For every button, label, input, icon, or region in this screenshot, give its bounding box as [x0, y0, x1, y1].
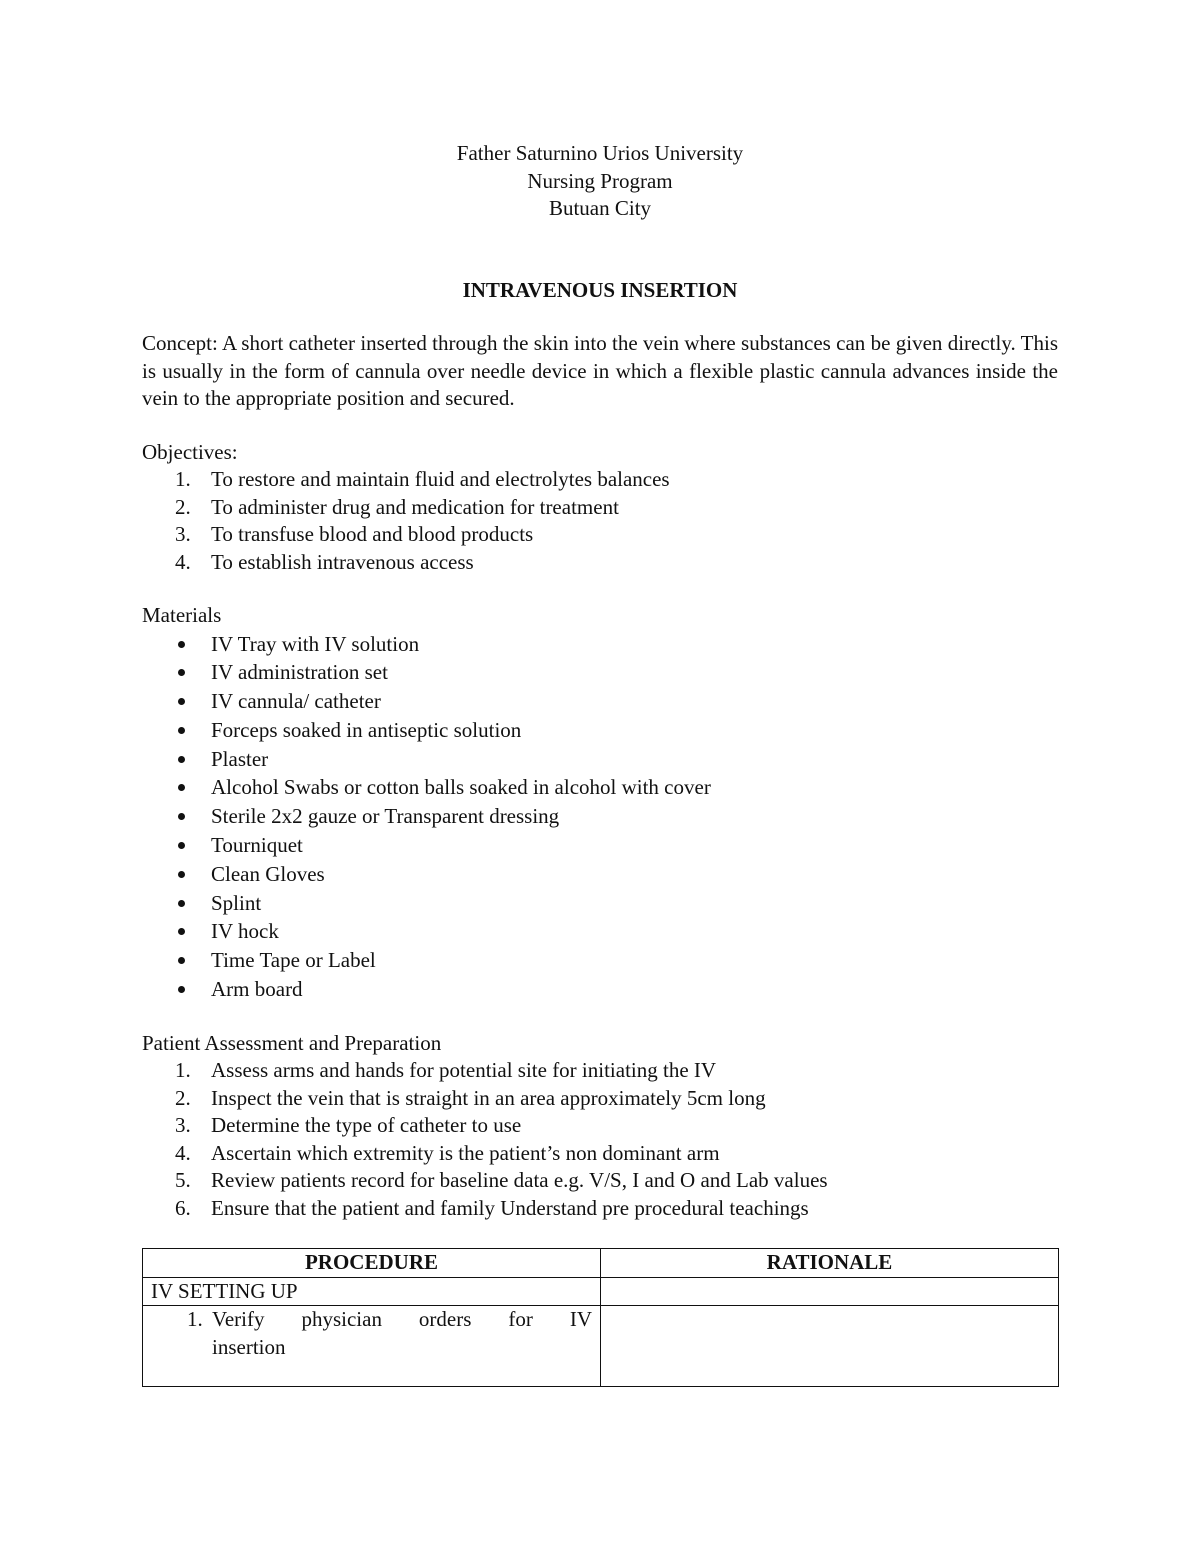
bullet-icon — [178, 957, 185, 964]
bullet-icon — [178, 986, 185, 993]
list-item — [142, 745, 1058, 774]
item-text: Alcohol Swabs or cotton balls soaked in alcohol with cover — [211, 775, 711, 800]
item-text: To transfuse blood and blood products — [211, 522, 534, 546]
item-text: Determine the type of catheter to use — [211, 1113, 522, 1138]
program-name: Nursing Program — [527, 168, 673, 193]
procedure-column-header: PROCEDURE — [143, 1249, 601, 1278]
document-page — [142, 140, 1058, 1387]
item-text: Sterile 2x2 gauze or Transparent dressing — [211, 804, 560, 829]
section-rationale-cell — [601, 1277, 1059, 1306]
list-item — [142, 889, 1058, 918]
item-text: IV hock — [211, 919, 279, 944]
item-number: 2. — [175, 1085, 191, 1110]
item-text: Ascertain which extremity is the patient’s non dominant arm — [211, 1140, 720, 1165]
item-text: To administer drug and medication for treatment — [211, 494, 619, 519]
step-text-line-2: insertion — [212, 1334, 286, 1359]
item-number: 1. — [175, 1058, 191, 1083]
objectives-heading: Objectives: — [142, 439, 238, 464]
materials-list — [142, 630, 1058, 1004]
bullet-icon — [178, 842, 185, 849]
list-item — [142, 658, 1058, 687]
bullet-icon — [178, 871, 185, 878]
list-item — [142, 1112, 1058, 1140]
list-item — [142, 831, 1058, 860]
step-rationale-cell — [601, 1306, 1059, 1387]
bullet-icon — [178, 756, 185, 763]
item-number: 4. — [175, 1140, 191, 1165]
item-number: 3. — [175, 522, 191, 546]
table-row — [143, 1306, 1059, 1387]
item-number: 3. — [175, 1113, 191, 1138]
item-number: 2. — [175, 494, 191, 519]
item-text: IV administration set — [211, 660, 388, 685]
item-text: Inspect the vein that is straight in an area approximately 5cm long — [211, 1085, 766, 1110]
list-item — [142, 687, 1058, 716]
assessment-list — [142, 1057, 1058, 1222]
list-item — [142, 975, 1058, 1004]
materials-heading: Materials — [142, 603, 222, 627]
list-item — [142, 860, 1058, 889]
item-number: 1. — [175, 467, 191, 491]
table-header-row — [143, 1249, 1059, 1278]
item-number: 4. — [175, 549, 191, 574]
list-item — [142, 549, 1058, 577]
item-text: Forceps soaked in antiseptic solution — [211, 717, 522, 742]
section-cell: IV SETTING UP — [143, 1277, 601, 1306]
item-text: IV Tray with IV solution — [211, 631, 420, 656]
list-item — [142, 802, 1058, 831]
table-row — [143, 1277, 1059, 1306]
item-text: To establish intravenous access — [211, 549, 474, 574]
bullet-icon — [178, 900, 185, 907]
objectives-list — [142, 466, 1058, 576]
rationale-column-header: RATIONALE — [601, 1249, 1059, 1278]
item-text: IV cannula/ catheter — [211, 689, 381, 714]
list-item — [142, 466, 1058, 494]
step-number: 1. — [187, 1307, 203, 1332]
list-item — [142, 1167, 1058, 1195]
item-number: 5. — [175, 1168, 191, 1193]
bullet-icon — [178, 928, 185, 935]
bullet-icon — [178, 641, 185, 648]
materials-section — [142, 602, 1058, 1004]
item-text: Clean Gloves — [211, 861, 325, 886]
list-item — [142, 1057, 1058, 1085]
list-item — [142, 1195, 1058, 1223]
bullet-icon — [178, 813, 185, 820]
procedure-table — [142, 1248, 1059, 1387]
list-item — [142, 716, 1058, 745]
objectives-section — [142, 439, 1058, 577]
list-item — [142, 917, 1058, 946]
document-title: INTRAVENOUS INSERTION — [462, 277, 738, 302]
document-header — [142, 140, 1058, 223]
step-text-line-1: Verify physician orders for IV — [212, 1307, 592, 1332]
item-text: Review patients record for baseline data e.g. V/S, I and O and Lab values — [211, 1168, 828, 1193]
concept-paragraph: Concept: A short catheter inserted through the skin into the vein where substances can be given directly. This is usually in the form of cannula over needle device in which a flexible plastic cannula advances inside the vein to the appropriate position and secured. — [142, 331, 1058, 410]
list-item — [142, 521, 1058, 549]
item-text: Arm board — [211, 977, 303, 1002]
list-item — [142, 946, 1058, 975]
bullet-icon — [178, 784, 185, 791]
list-item — [142, 1085, 1058, 1113]
university-name: Father Saturnino Urios University — [456, 141, 744, 165]
item-number: 6. — [175, 1195, 191, 1220]
list-item — [142, 630, 1058, 659]
assessment-heading: Patient Assessment and Preparation — [142, 1030, 442, 1055]
item-text: Ensure that the patient and family Understand pre procedural teachings — [211, 1195, 809, 1220]
item-text: Assess arms and hands for potential site for initiating the IV — [211, 1058, 717, 1083]
item-text: Splint — [211, 890, 262, 915]
city-name: Butuan City — [548, 196, 652, 220]
list-item — [142, 773, 1058, 802]
assessment-section — [142, 1030, 1058, 1223]
list-item — [142, 1140, 1058, 1168]
bullet-icon — [178, 669, 185, 676]
procedure-step-cell — [143, 1306, 601, 1387]
item-text: Time Tape or Label — [211, 948, 376, 973]
bullet-icon — [178, 698, 185, 705]
list-item — [142, 494, 1058, 522]
item-text: Tourniquet — [211, 833, 303, 858]
item-text: Plaster — [211, 746, 269, 771]
item-text: To restore and maintain fluid and electrolytes balances — [211, 467, 670, 491]
bullet-icon — [178, 727, 185, 734]
